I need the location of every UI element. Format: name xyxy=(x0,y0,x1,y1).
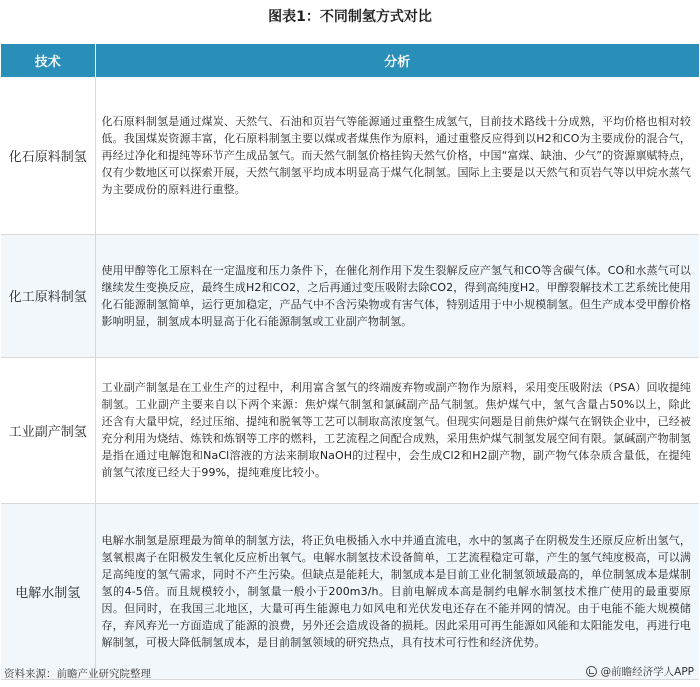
analysis-cell: 化石原料制氢是通过煤炭、天然气、石油和页岩气等能源通过重整生成氢气，目前技术路线十分成熟，平均价格也相对较低。我国煤炭资源丰富，化石原料制氢主要以煤或者煤焦作为原料，通过重整反应得到以H2和CO为主要成份的混合气，再经过净化和提纯等环节产生成品氢气。而天然气制氢价格挂钩天然气价格，中国“富煤、缺油、少气”的资源禀赋特点，仅有少数地区可以探索开展，天然气制氢平均成本明显高于煤气化制氢。国际上主要是以天然气和页岩气等以甲烷水蒸气为主要成份的原料进行重整。 xyxy=(95,77,699,234)
figure-title: 图表1：不同制氢方式对比 xyxy=(268,9,432,25)
table-row xyxy=(1,77,699,234)
analysis-cell: 使用甲醇等化工原料在一定温度和压力条件下，在催化剂作用下发生裂解反应产氢气和CO等含碳气体。CO和水蒸气可以继续发生变换反应，最终生成H2和CO2，之后再通过变压吸附去除CO2，得到高纯度H2。甲醇裂解技术工艺系统比使用化石能源制氢简单，运行更加稳定，产品气中不含污染物或有害气体，特别适用于中小规模制氢。但生产成本受甲醇价格影响明显，制氢成本明显高于化石能源制氢或工业副产物制氢。 xyxy=(95,234,699,357)
table-row xyxy=(1,357,699,503)
source-note: 资料来源：前瞻产业研究院整理 xyxy=(4,668,151,680)
tech-cell: 化石原料制氢 xyxy=(1,77,95,234)
tech-cell: 电解水制氢 xyxy=(1,503,95,679)
table-header-row xyxy=(1,44,699,77)
analysis-cell: 电解水制氢是原理最为简单的制氢方法，将正负电极插入水中并通直流电，水中的氢离子在阴极发生还原反应析出氢气，氢氧根离子在阳极发生氧化反应析出氧气。电解水制氢技术设备简单，工艺流程稳定可靠，产生的氢气纯度极高，可以满足高纯度的氢气需求，同时不产生污染。但缺点是能耗大，制氢成本是目前工业化制氢领域最高的，单位制氢成本是煤制氢的4-5倍。而且规模较小，制氢量一般小于200m3/h。目前电解成本高是制约电解水制氢技术推广使用的最重要原因。但同时，在我国三北地区，大量可再生能源电力如风电和光伏发电还存在不能并网的情况。由于电能不能大规模储存，弃风弃光一方面造成了能源的浪费，另外还会造成设备的损耗。因此采用可再生能源如风能和太阳能发电，再进行电解制氢，可极大降低制氢成本，是目前制氢领域的研究热点，具有技术可行性和经济优势。 xyxy=(95,503,699,679)
brand-credit xyxy=(586,664,694,679)
analysis-cell: 工业副产制氢是在工业生产的过程中，利用富含氢气的终端废弃物或副产物作为原料，采用变压吸附法（PSA）回收提纯制氢。工业副产主要来自以下两个来源：焦炉煤气制氢和氯碱副产品气制氢。焦炉煤气中，氢气含量占50%以上，除此还含有大量甲烷，经过压缩、提纯和脱氧等工艺可以制取高浓度氢气。但现实问题是目前焦炉煤气在钢铁企业中，已经被充分利用为烧结、炼铁和炼钢等工序的燃料，工艺流程之间配合成熟，采用焦炉煤气制氢发展空间有限。氯碱副产物制氢是指在通过电解饱和NaCl溶液的方法来制取NaOH的过程中，会生成Cl2和H2副产物，副产物气体杂质含量低，在提纯前氢气浓度已经大于99%，提纯难度比较小。 xyxy=(95,357,699,503)
tech-cell: 工业副产制氢 xyxy=(1,357,95,503)
header-tech: 技术 xyxy=(1,44,95,77)
table-row xyxy=(1,503,699,679)
brand-text: @前瞻经济学人APP xyxy=(600,666,694,678)
header-analysis: 分析 xyxy=(95,44,699,77)
tech-cell: 化工原料制氢 xyxy=(1,234,95,357)
table-row xyxy=(1,234,699,357)
comparison-table xyxy=(1,44,699,680)
brand-logo-icon xyxy=(586,666,597,677)
